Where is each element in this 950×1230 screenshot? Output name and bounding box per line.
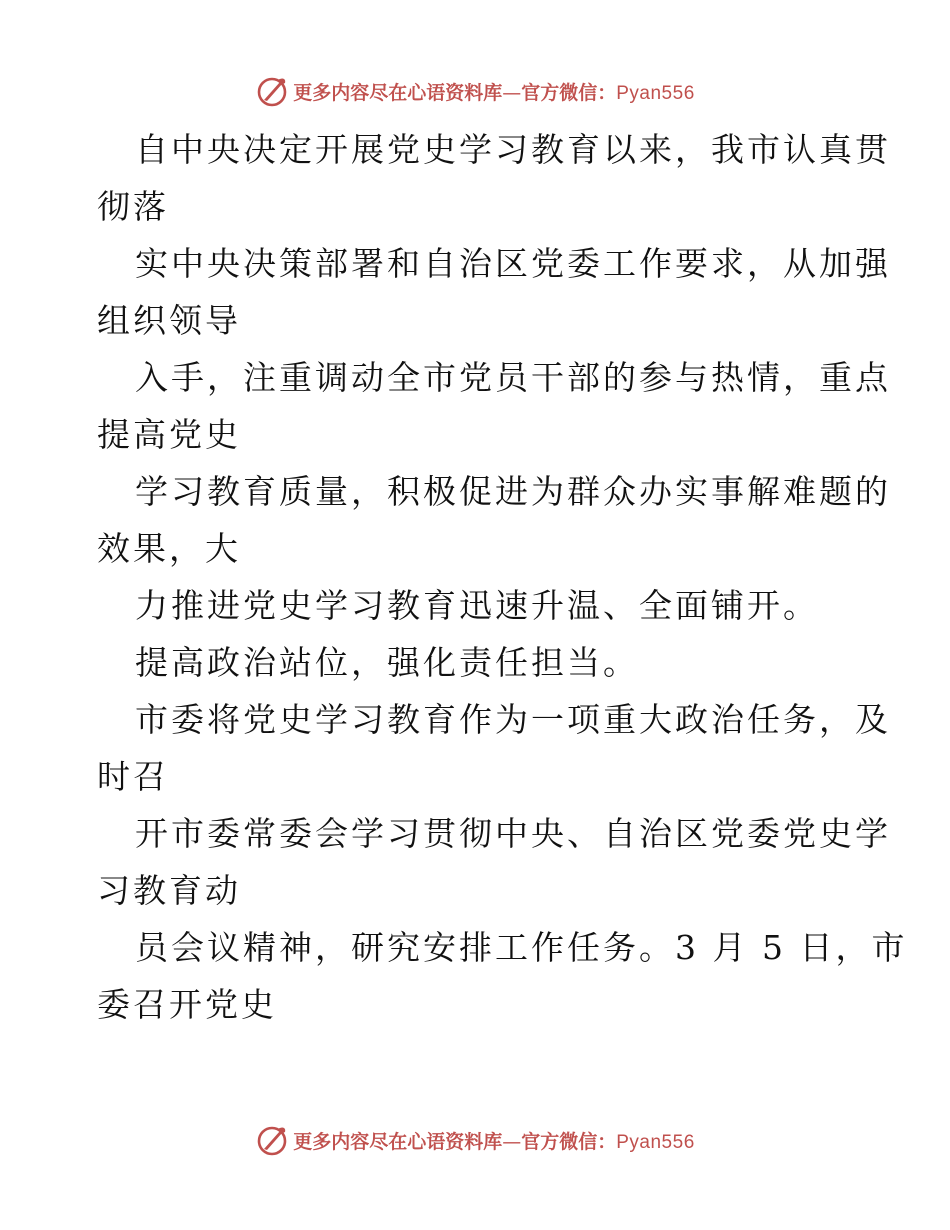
header-banner <box>0 71 950 111</box>
paragraph-line: 实中央决策部署和自治区党委工作要求，从加强 <box>135 244 891 283</box>
footer-separator: — <box>502 1130 522 1153</box>
footer-wechat-label: 官方微信： <box>521 1130 617 1153</box>
footer-banner <box>0 1120 950 1160</box>
quill-logo-icon <box>255 1123 289 1157</box>
paragraph-line: 市委将党史学习教育作为一项重大政治任务，及 <box>135 700 891 739</box>
paragraph-line: 彻落 <box>97 187 169 226</box>
header-separator: — <box>502 81 522 104</box>
paragraph-line: 力推进党史学习教育迅速升温、全面铺开。 <box>135 586 819 625</box>
quill-logo-icon <box>255 74 289 108</box>
paragraph-line: 习教育动 <box>97 871 241 910</box>
paragraph-line: 组织领导 <box>97 301 241 340</box>
paragraph-line: 入手，注重调动全市党员干部的参与热情，重点 <box>135 358 891 397</box>
paragraph-line: 提高党史 <box>97 415 241 454</box>
header-banner-text <box>293 78 695 105</box>
document-body <box>97 121 908 1033</box>
footer-brand: 更多内容尽在心语资料库 <box>293 1130 503 1153</box>
footer-wechat-account: Pyan556 <box>616 1131 695 1153</box>
paragraph-line: 时召 <box>97 757 169 796</box>
paragraph-line: 学习教育质量，积极促进为群众办实事解难题的 <box>135 472 891 511</box>
paragraph-line: 委召开党史 <box>97 985 277 1024</box>
footer-banner-text <box>293 1127 695 1154</box>
paragraph-line: 提高政治站位，强化责任担当。 <box>135 643 639 682</box>
header-brand: 更多内容尽在心语资料库 <box>293 81 503 104</box>
paragraph-line: 自中央决定开展党史学习教育以来，我市认真贯 <box>135 130 891 169</box>
paragraph-line: 效果，大 <box>97 529 241 568</box>
paragraph-line: 开市委常委会学习贯彻中央、自治区党委党史学 <box>135 814 891 853</box>
header-wechat-account: Pyan556 <box>616 82 695 104</box>
paragraph-line: 员会议精神，研究安排工作任务。3 月 5 日，市 <box>135 928 908 967</box>
header-wechat-label: 官方微信： <box>521 81 617 104</box>
